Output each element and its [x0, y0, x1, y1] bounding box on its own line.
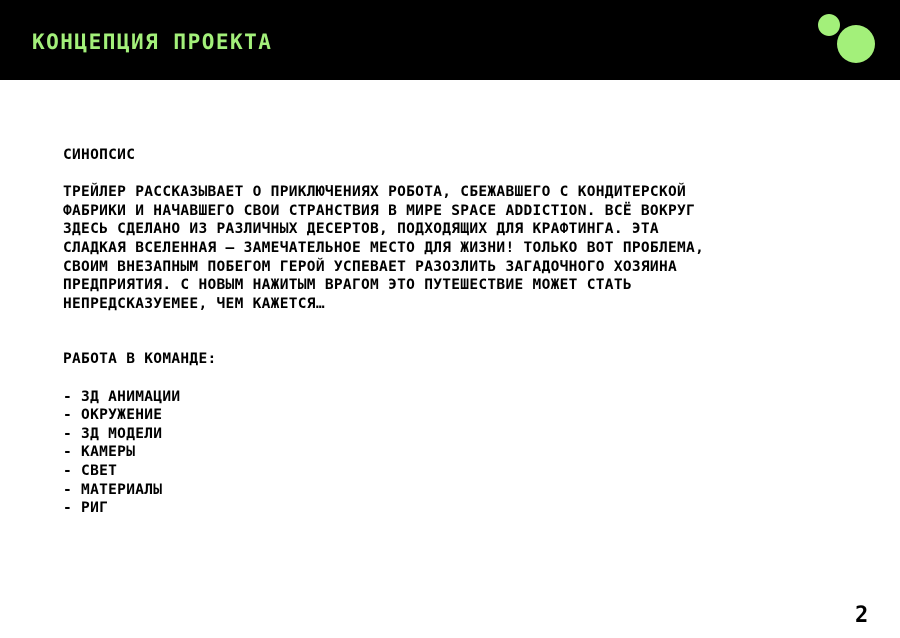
list-item: - РИГ [63, 500, 109, 517]
page-title: КОНЦЕПЦИЯ ПРОЕКТА [32, 30, 273, 54]
main-content [63, 146, 853, 518]
accent-dot-small [818, 14, 840, 36]
list-item: - КАМЕРЫ [63, 444, 136, 461]
synopsis-heading: СИНОПСИС [63, 147, 136, 163]
list-item: - СВЕТ [63, 462, 118, 479]
list-item: - ОКРУЖЕНИЕ [63, 407, 163, 424]
page-number: 2 [855, 603, 869, 628]
list-item: - 3Д АНИМАЦИИ [63, 388, 181, 405]
team-heading: РАБОТА В КОМАНДЕ: [63, 351, 217, 368]
team-list [63, 388, 853, 518]
list-item: - МАТЕРИАЛЫ [63, 481, 163, 498]
header-bar [0, 0, 900, 80]
list-item: - 3Д МОДЕЛИ [63, 425, 163, 442]
synopsis-text: ТРЕЙЛЕР РАССКАЗЫВАЕТ О ПРИКЛЮЧЕНИЯХ РОБОТА, СБЕЖАВШЕГО С КОНДИТЕРСКОЙ ФАБРИКИ И НАЧАВШЕГО СВОИ СТРАНСТВИЯ В МИРЕ SPACE ADDICTION. ВСЁ ВОКРУГ ЗДЕСЬ СДЕЛАНО ИЗ РАЗЛИЧНЫХ ДЕСЕРТОВ, ПОДХОДЯЩИХ ДЛЯ КРАФТИНГА. ЭТА СЛАДКАЯ ВСЕЛЕННАЯ – ЗАМЕЧАТЕЛЬНОЕ МЕСТО ДЛЯ ЖИЗНИ! ТОЛЬКО ВОТ ПРОБЛЕМА, СВОИМ ВНЕЗАПНЫМ ПОБЕГОМ ГЕРОЙ УСПЕВАЕТ РАЗОЗЛИТЬ ЗАГАДОЧНОГО ХОЗЯИНА ПРЕДПРИЯТИЯ. С НОВЫМ НАЖИТЫМ ВРАГОМ ЭТО ПУТЕШЕСТВИЕ МОЖЕТ СТАТЬ НЕПРЕДСКАЗУЕМЕЕ, ЧЕМ КАЖЕТСЯ… [63, 184, 705, 312]
accent-dot-large [837, 25, 875, 63]
